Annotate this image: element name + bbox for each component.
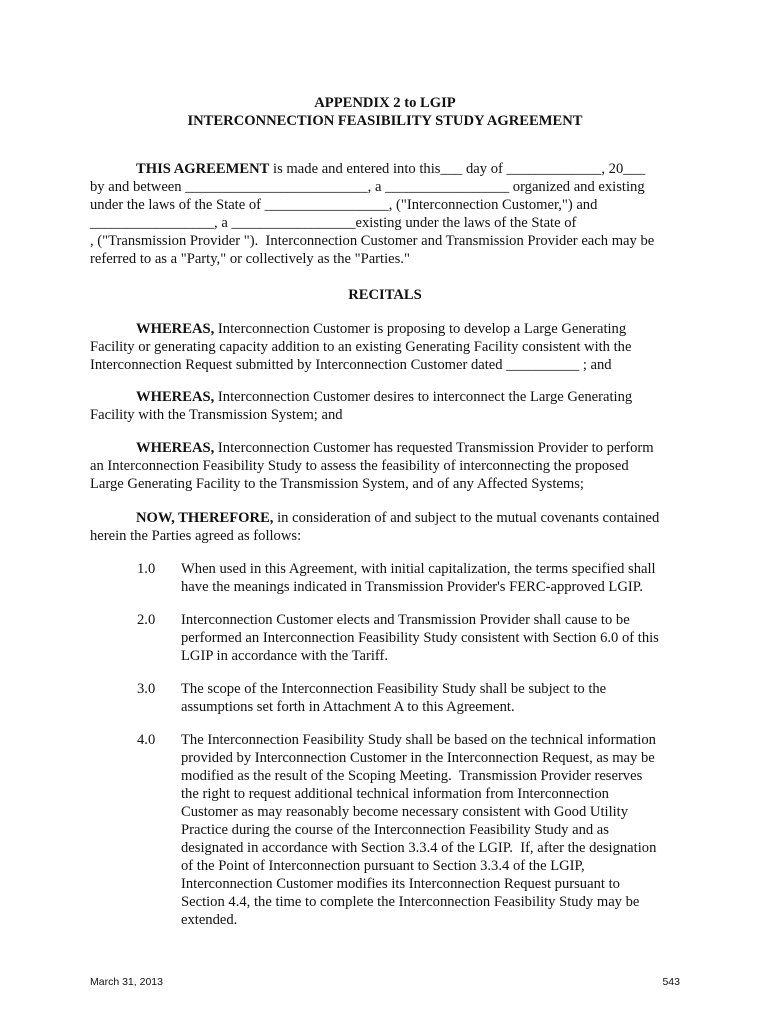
section-4-line: Practice during the course of the Interconnection Feasibility Study and as: [181, 822, 609, 838]
now-therefore-line-1: NOW, THEREFORE, in consideration of and subject to the mutual covenants contained: [136, 510, 660, 526]
section-2-line: LGIP in accordance with the Tariff.: [181, 648, 388, 664]
section-number: 1.0: [137, 561, 156, 577]
intro-line-6: referred to as a "Party," or collectively as the "Parties.": [90, 251, 410, 267]
section-4-line: of the Point of Interconnection pursuant to Section 3.3.4 of the LGIP,: [181, 858, 585, 874]
section-number: 4.0: [137, 732, 156, 748]
whereas-3-line-1: WHEREAS, Interconnection Customer has requested Transmission Provider to perform: [136, 440, 654, 456]
intro-line-4: _________________, a _________________existing under the laws of the State of: [90, 215, 577, 231]
intro-line-3: under the laws of the State of _________________, ("Interconnection Customer,") and: [90, 197, 598, 213]
section-number: 3.0: [137, 681, 156, 697]
section-4-line: Section 4.4, the time to complete the Interconnection Feasibility Study may be: [181, 894, 640, 910]
now-therefore-line-2: herein the Parties agreed as follows:: [90, 528, 302, 544]
whereas-3-line-2: an Interconnection Feasibility Study to assess the feasibility of interconnecting the proposed: [90, 458, 629, 474]
whereas-2-line-2: Facility with the Transmission System; and: [90, 407, 343, 423]
agreement-title: INTERCONNECTION FEASIBILITY STUDY AGREEMENT: [187, 113, 583, 129]
intro-lead: THIS AGREEMENT: [136, 161, 270, 177]
section-4-line: modified as the result of the Scoping Meeting. Transmission Provider reserves: [181, 768, 643, 784]
whereas-3-line-3: Large Generating Facility to the Transmission System, and of any Affected Systems;: [90, 476, 584, 492]
recitals-heading: RECITALS: [348, 287, 422, 303]
section-3-line: assumptions set forth in Attachment A to this Agreement.: [181, 699, 515, 715]
section-3-line: The scope of the Interconnection Feasibility Study shall be subject to the: [181, 681, 607, 697]
intro-line-2: by and between _________________________, a _________________ organized and existing: [90, 179, 645, 195]
section-2-line: Interconnection Customer elects and Transmission Provider shall cause to be: [181, 612, 630, 628]
section-4-line: extended.: [181, 912, 238, 928]
section-number: 2.0: [137, 612, 156, 628]
section-4-line: designated in accordance with Section 3.3.4 of the LGIP. If, after the designation: [181, 840, 657, 856]
section-1-line: When used in this Agreement, with initial capitalization, the terms specified shall: [181, 561, 656, 577]
section-4-line: Customer as may reasonably become necessary consistent with Good Utility: [181, 804, 629, 820]
whereas-1-line-3: Interconnection Request submitted by Interconnection Customer dated __________ ; and: [90, 357, 612, 373]
appendix-title: APPENDIX 2 to LGIP: [314, 95, 456, 111]
section-4-line: provided by Interconnection Customer in the Interconnection Request, as may be: [181, 750, 655, 766]
section-2-line: performed an Interconnection Feasibility Study consistent with Section 6.0 of this: [181, 630, 659, 646]
page-number: 543: [662, 976, 680, 988]
intro-line-5: , ("Transmission Provider "). Interconnection Customer and Transmission Provider each may be: [90, 233, 655, 249]
section-4-line: The Interconnection Feasibility Study shall be based on the technical information: [181, 732, 656, 748]
whereas-1-line-1: WHEREAS, Interconnection Customer is proposing to develop a Large Generating: [136, 321, 627, 337]
intro-line-1: THIS AGREEMENT is made and entered into this___ day of _____________, 20___: [136, 161, 646, 177]
whereas-1-line-2: Facility or generating capacity addition to an existing Generating Facility consistent with the: [90, 339, 632, 355]
section-1-line: have the meanings indicated in Transmission Provider's FERC-approved LGIP.: [181, 579, 643, 595]
footer-date: March 31, 2013: [90, 976, 163, 988]
section-4-line: the right to request additional technical information from Interconnection: [181, 786, 609, 802]
whereas-2-line-1: WHEREAS, Interconnection Customer desires to interconnect the Large Generating: [136, 389, 633, 405]
section-4-line: Interconnection Customer modifies its Interconnection Request pursuant to: [181, 876, 620, 892]
